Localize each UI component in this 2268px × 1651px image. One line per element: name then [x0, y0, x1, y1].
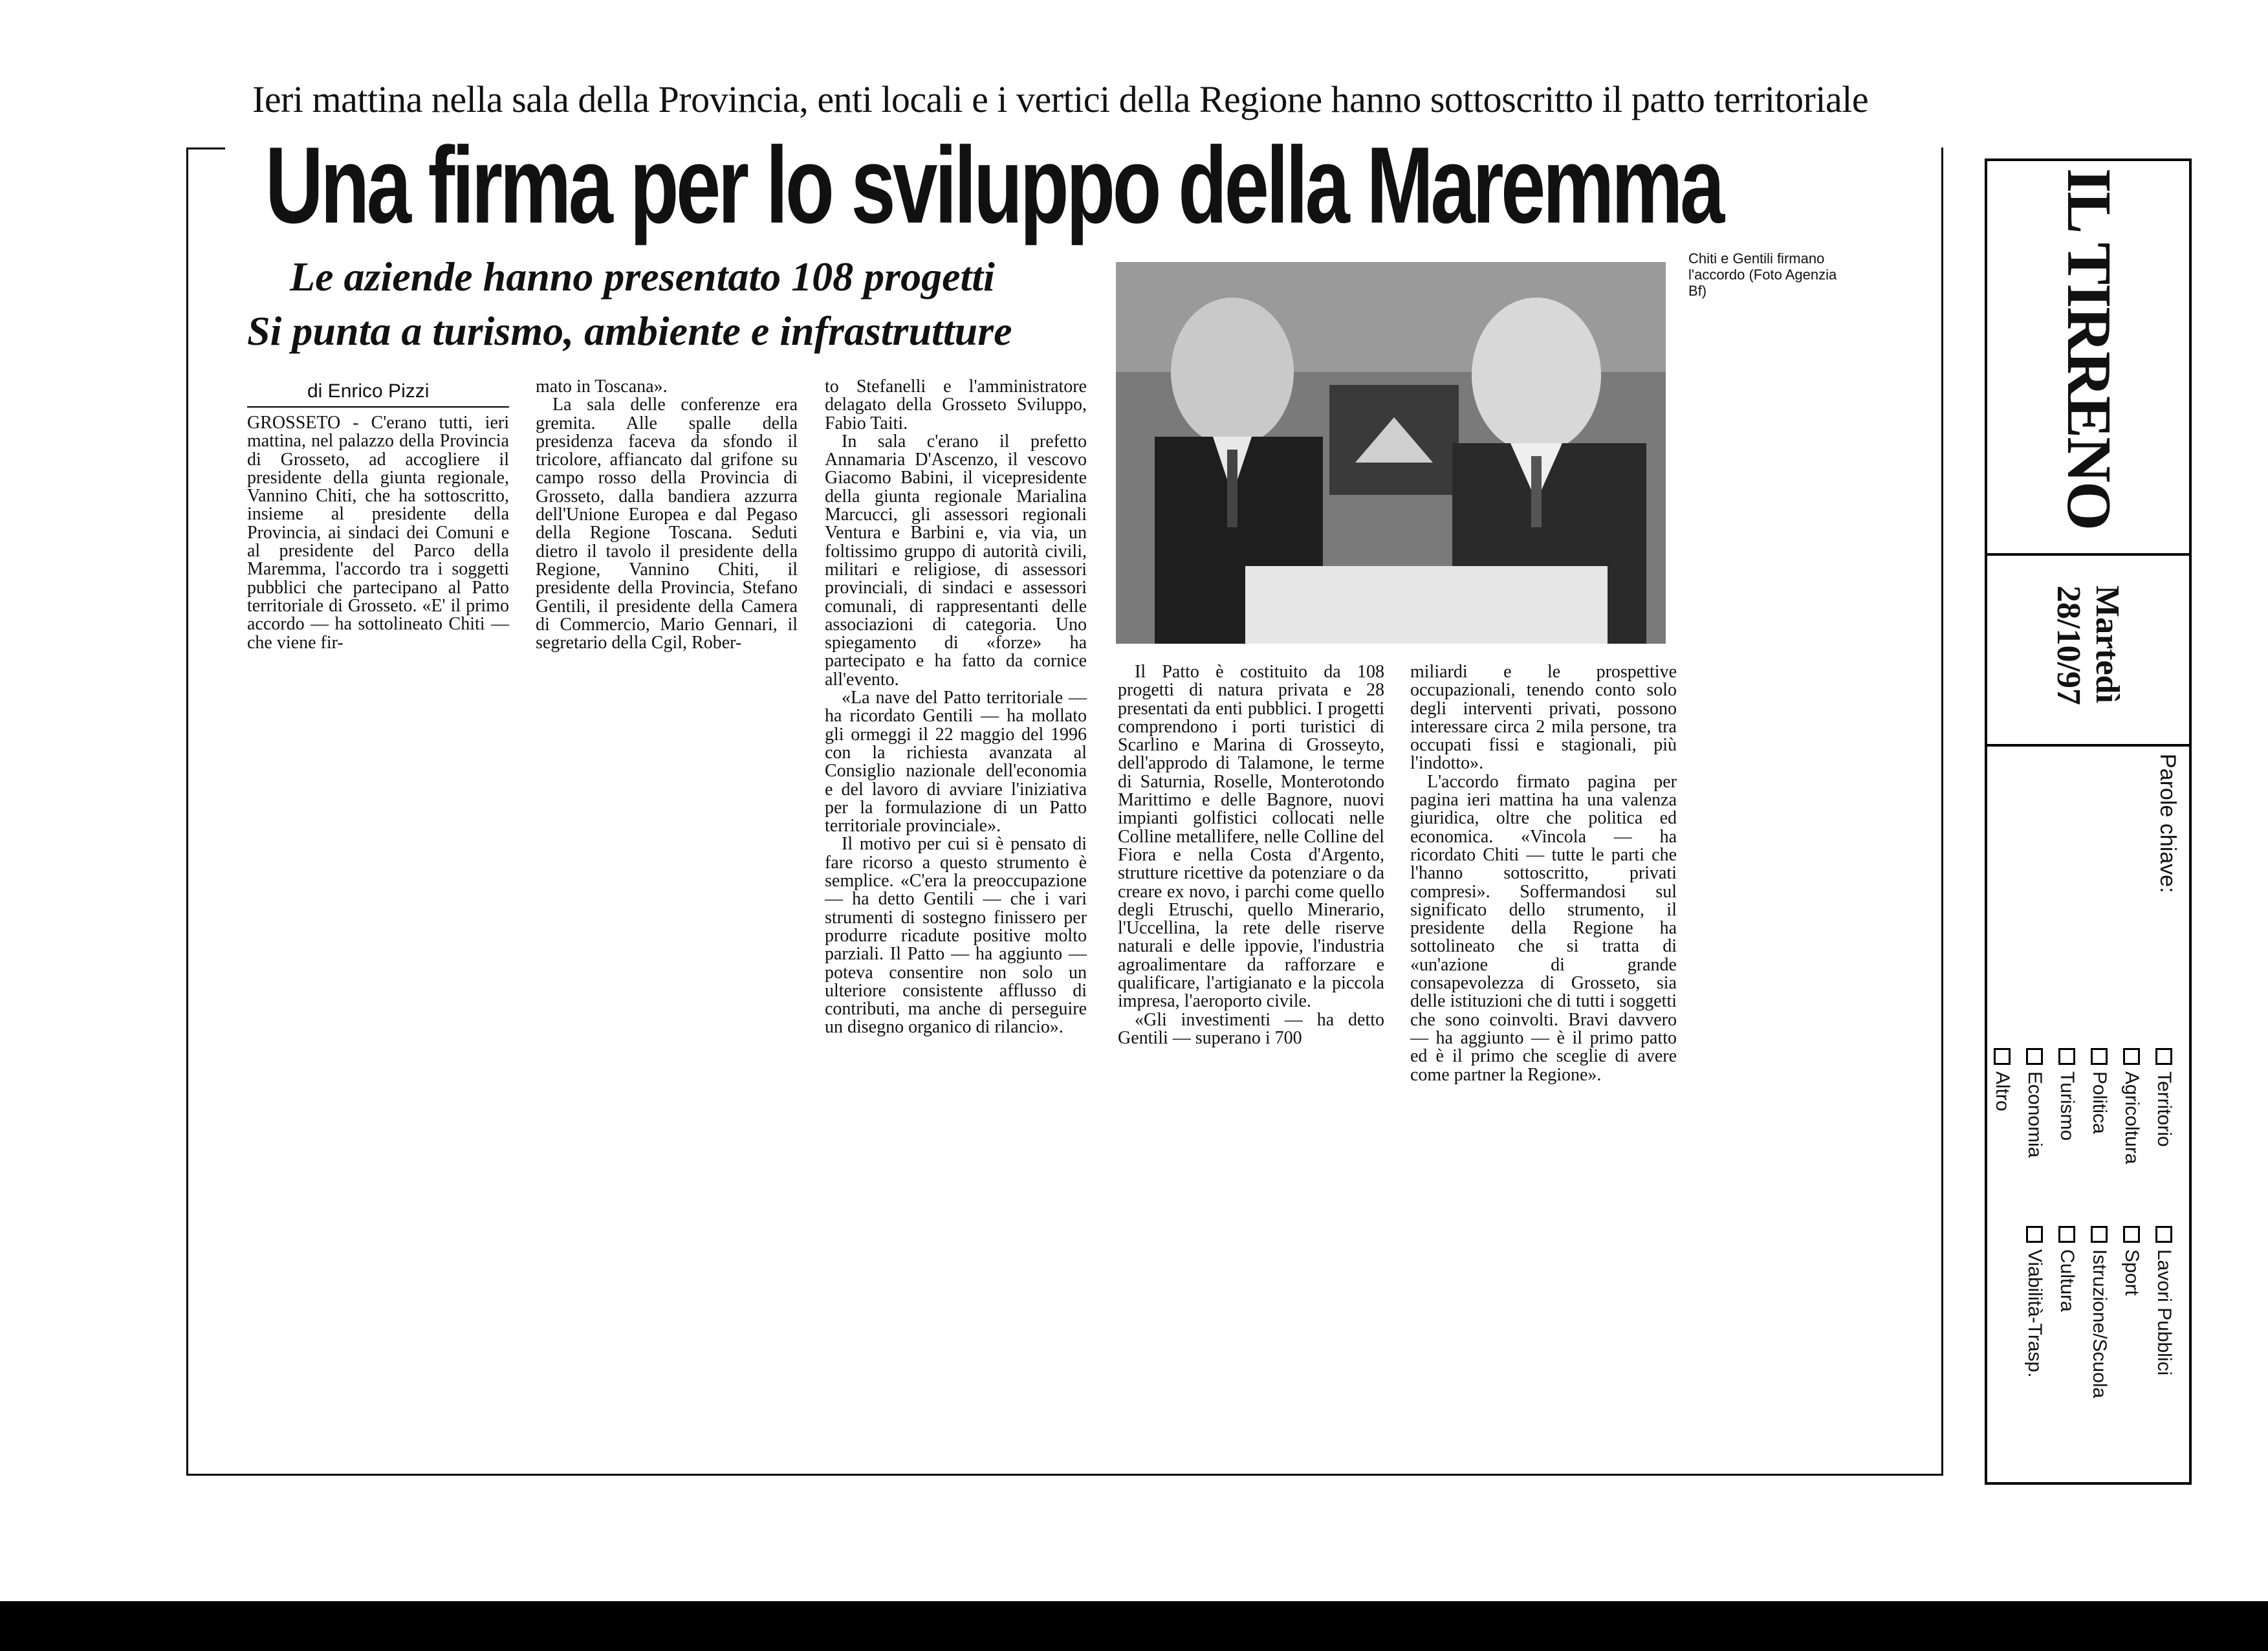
- keyword-territorio[interactable]: Territorio: [2153, 1048, 2175, 1147]
- deck-line-1: Le aziende hanno presentato 108 progetti: [290, 254, 995, 300]
- paragraph: Il Patto è costituito da 108 progetti di natura privata e 28 presentati da enti pubblici. I progetti comprendono i porti turistici di Scarlino e Marina di Grosseyto, dell'approdo di Talamone, le terme di Saturnia, Roselle, Monterotondo Marittimo e delle Bagnore, nuovi impianti golfistici collocati nelle Colline metallifere, nelle Colline del Fiora e nella Costa d'Argento, strutture ricettive da potenziare o da creare ex novo, i parchi come quello degli Etruschi, quello Minerario, l'Uccellina, la rete delle riserve naturali e delle ippovie, l'industria agroalimentare da rafforzare e qualificare, l'artigianato e la piccola impresa, l'aeroporto civile.: [1118, 662, 1384, 1012]
- article-column-1: [247, 414, 509, 652]
- headline: Una firma per lo sviluppo della Maremma: [265, 124, 1722, 246]
- keyword-turismo[interactable]: Turismo: [2056, 1048, 2078, 1141]
- article-column-3: [825, 378, 1087, 1037]
- article-column-5: [1410, 663, 1677, 1084]
- kicker: Ieri mattina nella sala della Provincia, enti locali e i vertici della Regione hanno sottoscritto il patto territoriale: [252, 78, 1869, 120]
- issue-date: 28/10/97: [2050, 585, 2087, 705]
- keyword-altro[interactable]: Altro: [1991, 1048, 2013, 1111]
- keyword-politica[interactable]: Politica: [2088, 1048, 2110, 1134]
- keyword-lavori-pubblici[interactable]: Lavori Pubblici: [2153, 1226, 2175, 1375]
- paragraph: «Gli investimenti — ha detto Gentili — superano i 700: [1118, 1009, 1384, 1048]
- checkbox[interactable]: [2026, 1048, 2043, 1065]
- keyword-sport[interactable]: Sport: [2121, 1226, 2143, 1296]
- paragraph: miliardi e le prospettive occupazionali, tenendo conto solo degli interventi privati, possono interessare circa 2 mila persone, tra occupati fissi e stagionali, più l'indotto».: [1410, 662, 1677, 774]
- frame-top-left-stub: [186, 148, 225, 149]
- keyword-istruzione-scuola[interactable]: Istruzione/Scuola: [2088, 1226, 2110, 1398]
- byline-rule: [247, 406, 509, 408]
- keyword-economia[interactable]: Economia: [2023, 1048, 2045, 1157]
- scan-border: [0, 1601, 2268, 1651]
- checkbox[interactable]: [2155, 1048, 2172, 1065]
- paragraph: La sala delle conferenze era gremita. Alle spalle della presidenza faceva da sfondo il tricolore, affiancato dal grifone su campo rosso della Provincia di Grosseto, dalla bandiera azzurra dell'Unione Europea e dal Pegaso della Regione Toscana. Seduti dietro il tavolo il presidente della Regione, Vannino Chiti, il presidente della Provincia, Stefano Gentili, il presidente della Camera di Commercio, Mario Gennari, il segretario della Cgil, Rober-: [536, 395, 798, 653]
- checkbox[interactable]: [2091, 1226, 2108, 1243]
- checkbox[interactable]: [2091, 1048, 2108, 1065]
- sidebar-divider: [1985, 553, 2192, 556]
- paragraph: Il motivo per cui si è pensato di fare ricorso a questo strumento è semplice. «C'era la preoccupazione — ha detto Gentili — che i vari strumenti di sostegno finissero per produrre ricadute positive molto parziali. Il Patto — ha aggiunto — poteva consentire non solo un ulteriore consistente afflusso di contributi, ma anche di perseguire un disegno organico di rilancio».: [825, 834, 1087, 1038]
- keyword-cultura[interactable]: Cultura: [2056, 1226, 2078, 1312]
- sidebar-divider: [1985, 744, 2192, 747]
- keyword-agricoltura[interactable]: Agricoltura: [2121, 1048, 2143, 1164]
- checkbox[interactable]: [2026, 1226, 2043, 1243]
- paragraph: L'accordo firmato pagina per pagina ieri mattina ha una valenza giuridica, oltre che politica ed economica. «Vincola — ha ricordato Chiti — tutte le parti che l'hanno sottoscritto, privati compresi». Soffermandosi sul significato dello strumento, il presidente della Regione ha sottolineato che si tratta di «un'azione di grande consapevolezza di Grosseto, sia delle istituzioni che di tutti i soggetti che sono coinvolti. Bravi davvero — ha aggiunto — è il primo patto ed è il primo che sceglie di avere come partner la Regione».: [1410, 771, 1677, 1085]
- photo-chiti-gentili: [1116, 262, 1666, 644]
- checkbox[interactable]: [1994, 1048, 2011, 1065]
- paragraph: In sala c'erano il prefetto Annamaria D'Ascenzo, il vescovo Giacomo Babini, il vicepresidente della giunta regionale Marialina Marcucci, gli assessori regionali Ventura e Barbini e, via via, un foltissimo gruppo di autorità civili, militari e religiose, di assessori provinciali, di sindaci e assessori comunali, di rappresentanti delle associazioni di categoria. Uno spiegamento di «forze» ha partecipato e ha fatto da cornice all'evento.: [825, 431, 1087, 690]
- paragraph: to Stefanelli e l'amministratore delagato della Grosseto Sviluppo, Fabio Taiti.: [825, 377, 1087, 433]
- checkbox[interactable]: [2058, 1226, 2075, 1243]
- keyword-viabilita-trasp[interactable]: Viabilità-Trasp.: [2023, 1226, 2045, 1377]
- checkbox[interactable]: [2058, 1048, 2075, 1065]
- checkbox[interactable]: [2123, 1048, 2140, 1065]
- checkbox[interactable]: [2155, 1226, 2172, 1243]
- newspaper-name: IL TIRRENO: [2054, 168, 2124, 530]
- paragraph: «La nave del Patto territoriale — ha ricordato Gentili — ha mollato gli ormeggi il 22 maggio del 1996 con la richiesta avanzata al Consiglio nazionale dell'economia e del lavoro di avviare l'iniziativa per la formulazione di un Patto territoriale provinciale».: [825, 688, 1087, 836]
- paragraph: GROSSETO - C'erano tutti, ieri mattina, nel palazzo della Provincia di Grosseto, ad accogliere il presidente della giunta regionale, Vannino Chiti, che ha sottoscritto, insieme al presidente della Provincia, ai sindaci dei Comuni e al presidente del Parco della Maremma, l'accordo tra i soggetti pubblici che partecipano al Patto territoriale di Grosseto. «E' il primo accordo — ha sottolineato Chiti — che viene fir-: [247, 413, 509, 653]
- article-column-4: [1118, 663, 1384, 1047]
- keywords-label: Parole chiave:: [2155, 754, 2180, 893]
- checkbox[interactable]: [2123, 1226, 2140, 1243]
- paragraph: mato in Toscana».: [536, 377, 668, 397]
- byline: di Enrico Pizzi: [307, 380, 430, 402]
- photo-illustration: [1116, 262, 1666, 644]
- article-column-2: [536, 378, 798, 652]
- photo-caption: Chiti e Gentili firmano l'accordo (Foto Agenzia Bf): [1688, 250, 1837, 299]
- deck-line-2: Si punta a turismo, ambiente e infrastrutture: [247, 308, 1012, 354]
- issue-day: Martedì: [2089, 585, 2126, 703]
